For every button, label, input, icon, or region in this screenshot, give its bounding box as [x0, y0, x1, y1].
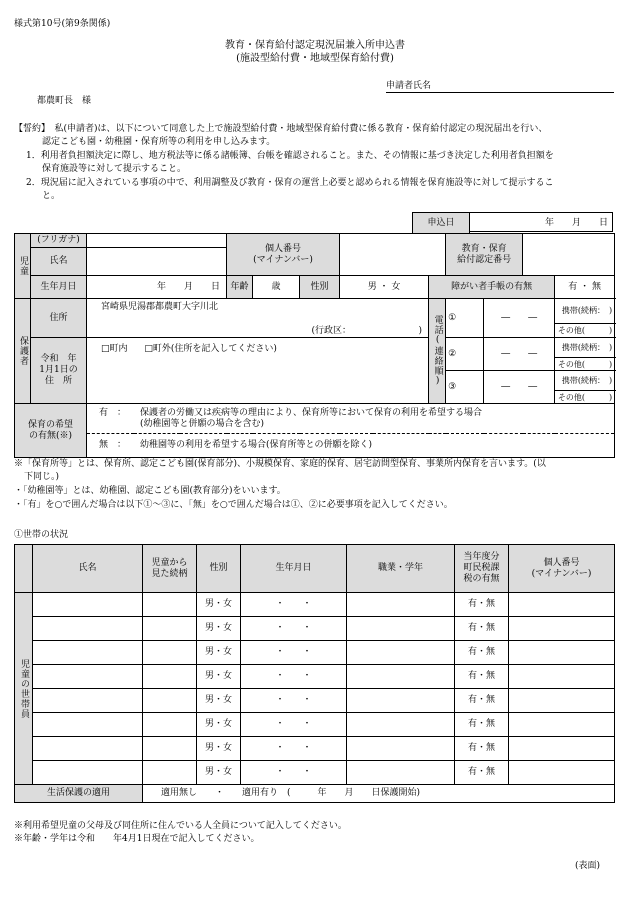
- table-row: [15, 617, 615, 641]
- table-row: [15, 593, 615, 617]
- phone-3[interactable]: ③: [446, 371, 484, 404]
- apply-date-label: 申込日: [412, 212, 470, 234]
- hh-birth-cell[interactable]: ・ ・: [241, 641, 347, 665]
- sex-label: 性別: [300, 276, 340, 299]
- form-title: 教育・保育給付認定現況届兼入所申込書: [225, 40, 405, 51]
- address-field[interactable]: [87, 299, 429, 338]
- hh-name-cell[interactable]: [33, 713, 143, 737]
- pledge-item-1: 1．利用者負担額決定に際し、地方税法等に係る諸帳簿、台帳を確認されること。また、その情報に基づき決定した利用者負担額を: [26, 151, 554, 161]
- phone-3-dash[interactable]: ― ―: [484, 371, 555, 404]
- hope-yes-option[interactable]: 有 ：: [99, 407, 127, 418]
- hh-mynumber-cell[interactable]: [509, 665, 615, 689]
- welfare-field[interactable]: 適用無し ・ 適用有り ( 年 月 日保護開始): [143, 785, 615, 803]
- note-1b: 下同じ。): [24, 472, 60, 482]
- pledge-item-1b: 保育施設等に対して提示すること。: [42, 164, 187, 174]
- footer-note-1: ※利用希望児童の父母及び同住所に住んでいる人全員について記入してください。: [14, 821, 347, 831]
- hh-name-cell[interactable]: [33, 617, 143, 641]
- disability-field[interactable]: 有 ・ 無: [555, 276, 615, 299]
- hh-mynumber-cell[interactable]: [509, 641, 615, 665]
- form-number: 様式第10号(第9条関係): [14, 19, 111, 29]
- hh-sex-cell[interactable]: 男・女: [197, 593, 241, 617]
- apply-date-field[interactable]: 年 月 日: [469, 212, 613, 232]
- table-row: [15, 665, 615, 689]
- welfare-row: [15, 785, 615, 803]
- table-row: [15, 713, 615, 737]
- household-title: ①世帯の状況: [14, 530, 69, 540]
- hh-job-cell[interactable]: [347, 689, 455, 713]
- hope-label: 保育の希望 の有無(※): [15, 404, 87, 458]
- table-row: [15, 761, 615, 785]
- my-number-label: 個人番号 (マイナンバー): [227, 234, 340, 276]
- hh-tax-cell[interactable]: 有・無: [455, 617, 509, 641]
- hope-no-row[interactable]: [87, 434, 615, 458]
- town-in-checkbox[interactable]: □町内: [101, 344, 128, 354]
- hh-mynumber-cell[interactable]: [509, 737, 615, 761]
- town-out-checkbox[interactable]: □町外(住所を記入してください): [144, 344, 277, 354]
- furigana-field[interactable]: [87, 234, 227, 248]
- application-table: [14, 233, 615, 458]
- hh-relation-cell[interactable]: [143, 617, 197, 641]
- hh-job-cell[interactable]: [347, 593, 455, 617]
- hh-name-cell[interactable]: [33, 641, 143, 665]
- cert-number-label: 教育・保育 給付認定番号: [446, 234, 523, 276]
- hh-sex-cell[interactable]: 男・女: [197, 617, 241, 641]
- pledge-lead: 【誓約】 私(申請者)は、以下について同意した上で施設型給付費・地域型保育給付費に係る教育・保育給付認定の現況届出を行い、: [14, 124, 548, 134]
- applicant-name-line[interactable]: [386, 92, 614, 93]
- hh-job-cell[interactable]: [347, 665, 455, 689]
- furigana-label: (フリガナ): [31, 234, 87, 248]
- hh-birth-cell[interactable]: ・ ・: [241, 665, 347, 689]
- hh-header-job: 職業・学年: [347, 545, 455, 593]
- hh-relation-cell[interactable]: [143, 761, 197, 785]
- hh-mynumber-cell[interactable]: [509, 689, 615, 713]
- hh-tax-cell[interactable]: 有・無: [455, 665, 509, 689]
- note-3: ・「有」を○で囲んだ場合は以下①～③に、「無」を○で囲んだ場合は①、②に必要事項を記入してください。: [14, 500, 453, 510]
- hh-name-cell[interactable]: [33, 689, 143, 713]
- footer-note-2: ※年齢・学年は令和 年4月1日現在で記入してください。: [14, 834, 260, 844]
- hh-mynumber-cell[interactable]: [509, 713, 615, 737]
- hope-no-text: 幼稚園等の利用を希望する場合(保育所等との併願を除く): [140, 440, 373, 450]
- hh-birth-cell[interactable]: ・ ・: [241, 689, 347, 713]
- phone-1-mobile[interactable]: 携帯(続柄： ): [555, 299, 615, 324]
- hh-job-cell[interactable]: [347, 761, 455, 785]
- hh-header-sex: 性別: [197, 545, 241, 593]
- hope-yes-row[interactable]: [87, 404, 615, 434]
- form-subtitle: (施設型給付費・地域型保育給付費): [236, 53, 394, 64]
- hh-relation-cell[interactable]: [143, 665, 197, 689]
- hh-name-cell[interactable]: [33, 761, 143, 785]
- hh-sex-cell[interactable]: 男・女: [197, 761, 241, 785]
- hh-birth-cell[interactable]: ・ ・: [241, 737, 347, 761]
- hh-tax-cell[interactable]: 有・無: [455, 761, 509, 785]
- hh-job-cell[interactable]: [347, 737, 455, 761]
- ward-label: (行政区： ): [311, 326, 423, 336]
- hh-job-cell[interactable]: [347, 641, 455, 665]
- jan1-address-label: 令和 年 1月1日の 住 所: [31, 338, 87, 404]
- applicant-label: 申請者氏名: [386, 81, 432, 91]
- table-row: [15, 689, 615, 713]
- hh-header-name: 氏名: [33, 545, 143, 593]
- addressee: 都農町長 様: [37, 96, 92, 106]
- hh-relation-cell[interactable]: [143, 737, 197, 761]
- hh-relation-cell[interactable]: [143, 641, 197, 665]
- pledge-lead-2: 認定こども園・幼稚園・保育所等の利用を申し込みます。: [42, 137, 276, 147]
- hh-relation-cell[interactable]: [143, 689, 197, 713]
- guardian-section-label: 保護者: [15, 299, 31, 404]
- birthdate-label: 生年月日: [31, 276, 87, 299]
- hh-header-tax: 当年度分 町民税課 税の有無: [455, 545, 509, 593]
- phone-2-mobile[interactable]: 携帯(続柄： ): [555, 338, 615, 358]
- hh-birth-cell[interactable]: ・ ・: [241, 617, 347, 641]
- hh-job-cell[interactable]: [347, 713, 455, 737]
- page-side-label: (表面): [575, 861, 601, 871]
- hh-name-cell[interactable]: [33, 737, 143, 761]
- hh-tax-cell[interactable]: 有・無: [455, 713, 509, 737]
- hh-tax-cell[interactable]: 有・無: [455, 593, 509, 617]
- child-section-label: 児童: [15, 234, 31, 299]
- note-1: ※「保育所等」とは、保育所、認定こども園(保育部分)、小規模保育、家庭的保育、居宅訪問型保育、事業所内保育を言います。(以: [14, 459, 546, 469]
- table-row: [15, 737, 615, 761]
- hh-tax-cell[interactable]: 有・無: [455, 689, 509, 713]
- phone-label: 電話(連絡順): [429, 299, 446, 404]
- hh-birth-cell[interactable]: ・ ・: [241, 593, 347, 617]
- phone-3-other[interactable]: その他( ): [555, 391, 615, 404]
- address-label: 住所: [31, 299, 87, 338]
- pledge-item-2b: と。: [42, 191, 61, 201]
- hh-sex-cell[interactable]: 男・女: [197, 665, 241, 689]
- table-row: [15, 641, 615, 665]
- my-number-field[interactable]: [340, 234, 446, 276]
- hh-mynumber-cell[interactable]: [509, 593, 615, 617]
- phone-1-dash[interactable]: ― ―: [484, 299, 555, 338]
- disability-label: 障がい者手帳の有無: [429, 276, 555, 299]
- hh-birth-cell[interactable]: ・ ・: [241, 761, 347, 785]
- age-label: 年齢: [227, 276, 253, 299]
- hh-tax-cell[interactable]: 有・無: [455, 737, 509, 761]
- hope-yes-text: 保護者の労働又は疾病等の理由により、保育所等において保育の利用を希望する場合: [140, 407, 483, 418]
- hh-birth-cell[interactable]: ・ ・: [241, 713, 347, 737]
- household-table: [14, 544, 615, 803]
- sex-field[interactable]: 男 ・ 女: [340, 276, 429, 299]
- hh-sex-cell[interactable]: 男・女: [197, 713, 241, 737]
- phone-2-dash[interactable]: ― ―: [484, 338, 555, 371]
- hh-sex-cell[interactable]: 男・女: [197, 641, 241, 665]
- address-prefix: 宮崎県児湯郡都農町大字川北: [101, 302, 219, 312]
- phone-3-mobile[interactable]: 携帯(続柄： ): [555, 371, 615, 391]
- hh-sex-cell[interactable]: 男・女: [197, 689, 241, 713]
- hh-header-mynumber: 個人番号 (マイナンバー): [509, 545, 615, 593]
- phone-1-other[interactable]: その他( ): [555, 323, 615, 337]
- hh-header-relation: 児童から 見た続柄: [143, 545, 197, 593]
- hh-relation-cell[interactable]: [143, 713, 197, 737]
- welfare-label: 生活保護の適用: [15, 785, 143, 803]
- phone-1[interactable]: ①: [446, 299, 484, 338]
- hh-side-label: 児童の世帯員: [15, 593, 33, 785]
- hh-mynumber-cell[interactable]: [509, 761, 615, 785]
- hope-no-option[interactable]: 無 ：: [99, 440, 127, 450]
- hh-name-cell[interactable]: [33, 665, 143, 689]
- hh-name-cell[interactable]: [33, 593, 143, 617]
- jan1-address-field[interactable]: [87, 338, 429, 404]
- child-name-field[interactable]: [87, 248, 227, 276]
- birthdate-field[interactable]: 年 月 日: [87, 276, 227, 299]
- pledge-item-2: 2．現況届に記入されている事項の中で、利用調整及び教育・保育の運営上必要と認められる情報を保育施設等に対して提示するこ: [26, 178, 554, 188]
- hh-mynumber-cell[interactable]: [509, 617, 615, 641]
- hh-sex-cell[interactable]: 男・女: [197, 737, 241, 761]
- hh-corner: [15, 545, 33, 593]
- hh-header-birth: 生年月日: [241, 545, 347, 593]
- hope-yes-text-2: (幼稚園等と併願の場合を含む): [140, 418, 265, 429]
- hh-relation-cell[interactable]: [143, 593, 197, 617]
- age-field[interactable]: 歳: [253, 276, 300, 299]
- phone-2[interactable]: ②: [446, 338, 484, 371]
- phone-2-other[interactable]: その他( ): [555, 358, 615, 371]
- cert-number-field[interactable]: [523, 234, 615, 276]
- hh-job-cell[interactable]: [347, 617, 455, 641]
- note-2: ・「幼稚園等」とは、幼稚園、認定こども園(教育部分)をいいます。: [14, 486, 286, 496]
- child-name-label: 氏名: [31, 248, 87, 276]
- hh-tax-cell[interactable]: 有・無: [455, 641, 509, 665]
